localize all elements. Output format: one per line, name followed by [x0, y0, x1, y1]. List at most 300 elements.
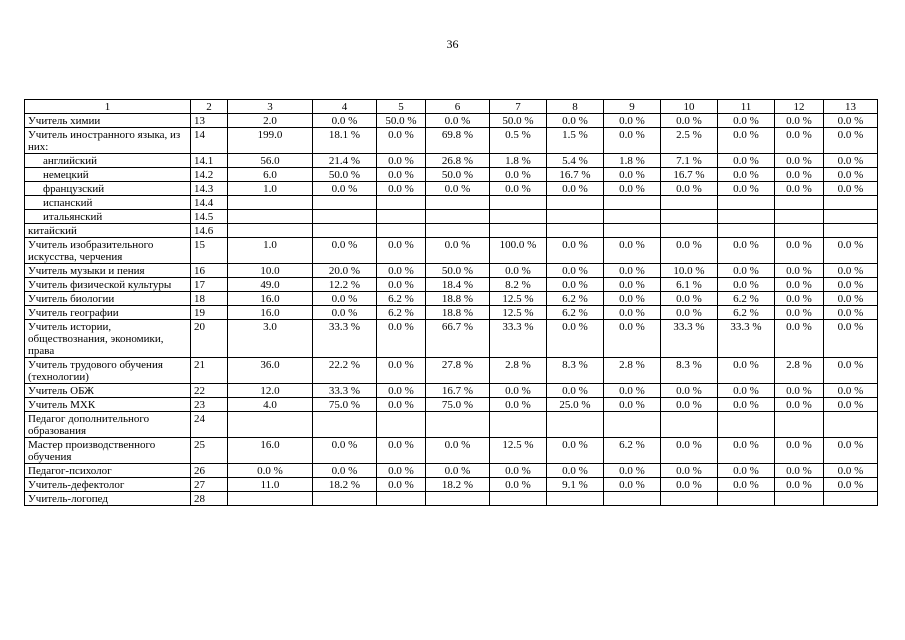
table-cell: 0.0 % [661, 478, 718, 492]
table-cell: 0.0 % [718, 278, 775, 292]
table-cell: 0.0 % [824, 464, 878, 478]
table-cell [824, 412, 878, 438]
table-cell [661, 210, 718, 224]
table-cell [775, 224, 824, 238]
table-row [25, 438, 878, 464]
column-header: 11 [718, 100, 775, 114]
table-cell: 50.0 % [313, 168, 377, 182]
table-row [25, 154, 878, 168]
table-cell: 0.0 % [377, 358, 426, 384]
table-cell: 0.0 % [661, 438, 718, 464]
row-code: 18 [191, 292, 228, 306]
table-cell: 1.8 % [604, 154, 661, 168]
table-cell [604, 210, 661, 224]
table-cell [604, 224, 661, 238]
table-cell: 2.0 [228, 114, 313, 128]
table-cell: 0.0 % [377, 238, 426, 264]
table-cell: 6.2 % [377, 292, 426, 306]
table-cell: 0.0 % [604, 264, 661, 278]
table-cell: 0.0 % [775, 464, 824, 478]
row-code: 23 [191, 398, 228, 412]
row-code: 14.2 [191, 168, 228, 182]
table-cell: 0.0 % [313, 238, 377, 264]
table-cell: 0.0 % [824, 278, 878, 292]
table-cell: 66.7 % [426, 320, 490, 358]
table-cell [228, 224, 313, 238]
table-cell [604, 492, 661, 506]
table-cell: 0.0 % [604, 478, 661, 492]
table-cell: 49.0 [228, 278, 313, 292]
table-cell [313, 412, 377, 438]
table-cell: 0.0 % [824, 114, 878, 128]
table-cell: 10.0 [228, 264, 313, 278]
row-code: 16 [191, 264, 228, 278]
row-label: Учитель географии [25, 306, 191, 320]
table-cell: 0.0 % [313, 182, 377, 196]
table-cell: 16.7 % [661, 168, 718, 182]
table-cell: 0.0 % [547, 384, 604, 398]
table-cell: 25.0 % [547, 398, 604, 412]
table-cell: 0.0 % [377, 182, 426, 196]
table-cell: 50.0 % [426, 168, 490, 182]
table-cell: 0.0 % [718, 478, 775, 492]
table-cell: 0.0 % [718, 264, 775, 278]
table-cell: 6.2 % [377, 306, 426, 320]
table-cell: 18.2 % [313, 478, 377, 492]
table-cell: 0.0 % [661, 306, 718, 320]
table-cell: 18.2 % [426, 478, 490, 492]
table-cell: 0.0 % [490, 168, 547, 182]
table-cell: 0.0 % [775, 384, 824, 398]
column-header: 6 [426, 100, 490, 114]
table-cell: 0.0 % [604, 128, 661, 154]
table-cell [718, 492, 775, 506]
table-cell [228, 412, 313, 438]
table-cell: 16.7 % [547, 168, 604, 182]
table-cell: 0.0 % [718, 182, 775, 196]
table-cell: 16.7 % [426, 384, 490, 398]
column-header: 3 [228, 100, 313, 114]
table-cell: 0.0 % [547, 114, 604, 128]
table-row [25, 196, 878, 210]
table-row [25, 210, 878, 224]
table-cell: 0.0 % [718, 128, 775, 154]
table-cell: 0.0 % [377, 464, 426, 478]
table-cell: 33.3 % [718, 320, 775, 358]
table-cell: 0.0 % [661, 238, 718, 264]
table-cell: 0.0 % [604, 398, 661, 412]
table-cell: 0.0 % [718, 168, 775, 182]
table-cell: 0.0 % [547, 464, 604, 478]
table-cell: 2.8 % [490, 358, 547, 384]
row-label: Учитель-дефектолог [25, 478, 191, 492]
table-cell [718, 224, 775, 238]
table-cell: 0.0 % [228, 464, 313, 478]
table-cell: 0.0 % [718, 154, 775, 168]
table-cell [604, 196, 661, 210]
statistics-table [24, 99, 878, 506]
table-cell: 1.8 % [490, 154, 547, 168]
table-row [25, 412, 878, 438]
table-cell [228, 492, 313, 506]
table-cell: 0.0 % [824, 438, 878, 464]
table-cell: 0.0 % [824, 128, 878, 154]
table-cell [824, 196, 878, 210]
table-cell: 18.8 % [426, 306, 490, 320]
table-cell: 7.1 % [661, 154, 718, 168]
table-cell [661, 224, 718, 238]
table-cell [377, 196, 426, 210]
table-cell: 6.1 % [661, 278, 718, 292]
table-cell: 21.4 % [313, 154, 377, 168]
table-cell: 2.5 % [661, 128, 718, 154]
table-cell: 1.0 [228, 238, 313, 264]
row-code: 22 [191, 384, 228, 398]
table-cell [228, 196, 313, 210]
table-row [25, 292, 878, 306]
table-cell: 8.3 % [661, 358, 718, 384]
table-cell: 11.0 [228, 478, 313, 492]
row-label: Учитель трудового обучения (технологии) [25, 358, 191, 384]
table-cell [661, 492, 718, 506]
table-cell: 0.0 % [377, 154, 426, 168]
table-cell: 2.8 % [775, 358, 824, 384]
table-cell [426, 210, 490, 224]
table-row [25, 238, 878, 264]
row-code: 26 [191, 464, 228, 478]
row-label: испанский [25, 196, 191, 210]
table-cell: 33.3 % [661, 320, 718, 358]
table-cell: 0.0 % [824, 264, 878, 278]
table-cell: 0.0 % [775, 306, 824, 320]
table-cell: 6.2 % [718, 292, 775, 306]
row-code: 28 [191, 492, 228, 506]
table-cell [426, 224, 490, 238]
table-cell: 100.0 % [490, 238, 547, 264]
table-cell [718, 412, 775, 438]
table-cell: 0.0 % [718, 114, 775, 128]
table-cell: 0.0 % [718, 464, 775, 478]
column-header: 5 [377, 100, 426, 114]
table-cell: 0.0 % [490, 464, 547, 478]
table-cell: 0.0 % [661, 398, 718, 412]
table-cell [775, 210, 824, 224]
table-cell: 0.0 % [490, 384, 547, 398]
table-cell [718, 196, 775, 210]
table-cell [824, 492, 878, 506]
table-cell [547, 224, 604, 238]
table-cell: 0.0 % [313, 292, 377, 306]
row-label: Учитель МХК [25, 398, 191, 412]
table-cell: 12.5 % [490, 292, 547, 306]
row-code: 14.5 [191, 210, 228, 224]
row-label: Учитель физической культуры [25, 278, 191, 292]
table-row [25, 278, 878, 292]
table-cell: 0.0 % [377, 438, 426, 464]
table-cell [313, 492, 377, 506]
table-cell: 0.0 % [604, 306, 661, 320]
table-row [25, 358, 878, 384]
row-label: немецкий [25, 168, 191, 182]
table-cell: 0.0 % [377, 320, 426, 358]
table-cell: 12.2 % [313, 278, 377, 292]
table-cell: 12.0 [228, 384, 313, 398]
table-cell: 0.0 % [824, 182, 878, 196]
row-code: 17 [191, 278, 228, 292]
table-cell: 0.0 % [426, 238, 490, 264]
table-cell: 0.0 % [661, 182, 718, 196]
table-cell [377, 210, 426, 224]
table-cell [313, 196, 377, 210]
table-cell: 0.0 % [490, 182, 547, 196]
row-code: 13 [191, 114, 228, 128]
table-cell [490, 492, 547, 506]
column-header: 4 [313, 100, 377, 114]
table-cell: 50.0 % [490, 114, 547, 128]
table-cell: 0.0 % [824, 168, 878, 182]
table-row [25, 264, 878, 278]
table-cell: 33.3 % [490, 320, 547, 358]
table-cell: 0.0 % [547, 438, 604, 464]
table-cell: 0.0 % [377, 278, 426, 292]
table-cell: 0.0 % [718, 384, 775, 398]
table-cell [426, 412, 490, 438]
table-cell: 0.0 % [661, 114, 718, 128]
table-cell: 0.0 % [604, 292, 661, 306]
table-cell: 0.0 % [775, 278, 824, 292]
table-cell: 56.0 [228, 154, 313, 168]
row-code: 25 [191, 438, 228, 464]
table-row [25, 320, 878, 358]
row-label: Учитель ОБЖ [25, 384, 191, 398]
row-code: 14.3 [191, 182, 228, 196]
table-cell [547, 412, 604, 438]
table-cell [228, 210, 313, 224]
table-cell: 0.0 % [426, 114, 490, 128]
table-cell: 6.2 % [604, 438, 661, 464]
table-cell: 0.0 % [718, 398, 775, 412]
table-cell: 0.0 % [426, 438, 490, 464]
table-cell: 0.0 % [775, 438, 824, 464]
table-cell [661, 412, 718, 438]
table-cell: 0.0 % [313, 306, 377, 320]
table-cell: 0.0 % [604, 114, 661, 128]
row-label: Учитель химии [25, 114, 191, 128]
table-cell: 0.0 % [490, 398, 547, 412]
table-cell: 16.0 [228, 306, 313, 320]
table-cell: 0.0 % [775, 264, 824, 278]
table-cell: 69.8 % [426, 128, 490, 154]
table-row [25, 464, 878, 478]
table-cell [775, 412, 824, 438]
table-cell: 22.2 % [313, 358, 377, 384]
table-cell [824, 210, 878, 224]
table-cell: 0.0 % [775, 320, 824, 358]
table-cell: 16.0 [228, 438, 313, 464]
row-label: Учитель истории, обществознания, экономики, права [25, 320, 191, 358]
table-cell [490, 412, 547, 438]
table-cell: 0.0 % [313, 114, 377, 128]
table-cell: 0.0 % [775, 398, 824, 412]
table-cell: 4.0 [228, 398, 313, 412]
table-cell [490, 210, 547, 224]
table-cell: 27.8 % [426, 358, 490, 384]
table-cell: 0.0 % [604, 238, 661, 264]
table-cell: 6.0 [228, 168, 313, 182]
column-header: 12 [775, 100, 824, 114]
table-cell: 0.0 % [824, 320, 878, 358]
table-cell: 0.0 % [604, 320, 661, 358]
table-cell [547, 210, 604, 224]
table-row [25, 168, 878, 182]
table-cell: 0.0 % [604, 278, 661, 292]
table-cell: 36.0 [228, 358, 313, 384]
table-header-row [25, 100, 878, 114]
table-cell: 0.0 % [718, 438, 775, 464]
table-cell [824, 224, 878, 238]
table-cell: 0.0 % [824, 358, 878, 384]
table-cell: 0.0 % [547, 264, 604, 278]
table-cell: 0.0 % [377, 128, 426, 154]
row-code: 15 [191, 238, 228, 264]
column-header: 9 [604, 100, 661, 114]
table-cell [313, 210, 377, 224]
table-cell: 9.1 % [547, 478, 604, 492]
table-cell: 0.0 % [775, 168, 824, 182]
row-code: 19 [191, 306, 228, 320]
table-cell: 33.3 % [313, 320, 377, 358]
table-row [25, 306, 878, 320]
table-cell: 20.0 % [313, 264, 377, 278]
table-cell: 0.0 % [661, 384, 718, 398]
table-cell: 0.0 % [775, 478, 824, 492]
row-code: 14.6 [191, 224, 228, 238]
table-cell [490, 224, 547, 238]
row-label: итальянский [25, 210, 191, 224]
table-cell [547, 492, 604, 506]
table-cell: 0.0 % [775, 238, 824, 264]
table-cell: 0.0 % [718, 358, 775, 384]
table-cell [604, 412, 661, 438]
table-cell: 0.0 % [824, 306, 878, 320]
table-cell: 0.0 % [718, 238, 775, 264]
table-cell: 18.1 % [313, 128, 377, 154]
table-cell: 0.0 % [490, 264, 547, 278]
column-header: 1 [25, 100, 191, 114]
table-cell [313, 224, 377, 238]
table-cell: 0.0 % [547, 238, 604, 264]
table-cell: 0.0 % [547, 320, 604, 358]
row-code: 14.4 [191, 196, 228, 210]
table-row [25, 128, 878, 154]
table-cell: 0.0 % [313, 464, 377, 478]
row-label: Учитель музыки и пения [25, 264, 191, 278]
table-cell: 0.0 % [604, 168, 661, 182]
table-cell [377, 224, 426, 238]
table-cell [775, 196, 824, 210]
table-cell: 3.0 [228, 320, 313, 358]
table-cell: 0.0 % [775, 114, 824, 128]
table-cell: 2.8 % [604, 358, 661, 384]
row-label: Мастер производственного обучения [25, 438, 191, 464]
table-cell: 75.0 % [313, 398, 377, 412]
table-cell: 0.0 % [824, 154, 878, 168]
row-label: Педагог дополнительного образования [25, 412, 191, 438]
table-row [25, 478, 878, 492]
column-header: 2 [191, 100, 228, 114]
table-cell: 0.0 % [604, 182, 661, 196]
column-header: 7 [490, 100, 547, 114]
table-cell: 50.0 % [377, 114, 426, 128]
table-cell: 0.0 % [547, 182, 604, 196]
row-code: 21 [191, 358, 228, 384]
table-cell [490, 196, 547, 210]
row-code: 14.1 [191, 154, 228, 168]
table-cell: 0.0 % [604, 384, 661, 398]
column-header: 13 [824, 100, 878, 114]
table-cell [718, 210, 775, 224]
table-cell: 10.0 % [661, 264, 718, 278]
table-cell: 0.0 % [426, 182, 490, 196]
table-cell: 6.2 % [547, 306, 604, 320]
row-label: английский [25, 154, 191, 168]
row-code: 20 [191, 320, 228, 358]
row-label: Педагог-психолог [25, 464, 191, 478]
table-cell: 0.0 % [824, 398, 878, 412]
table-cell: 50.0 % [426, 264, 490, 278]
table-row [25, 492, 878, 506]
row-label: Учитель иностранного языка, из них: [25, 128, 191, 154]
table-cell: 0.0 % [426, 464, 490, 478]
table-cell: 1.0 [228, 182, 313, 196]
table-cell: 75.0 % [426, 398, 490, 412]
table-cell: 0.5 % [490, 128, 547, 154]
table-cell: 0.0 % [824, 292, 878, 306]
table-row [25, 384, 878, 398]
table-cell: 0.0 % [824, 384, 878, 398]
table-cell: 12.5 % [490, 438, 547, 464]
table-cell: 0.0 % [490, 478, 547, 492]
table-cell: 0.0 % [661, 464, 718, 478]
table-cell [661, 196, 718, 210]
table-cell: 0.0 % [824, 238, 878, 264]
table-cell [775, 492, 824, 506]
row-label: китайский [25, 224, 191, 238]
table-cell: 5.4 % [547, 154, 604, 168]
table-row [25, 114, 878, 128]
table-cell: 0.0 % [604, 464, 661, 478]
row-code: 24 [191, 412, 228, 438]
table-cell: 0.0 % [377, 264, 426, 278]
table-cell: 18.8 % [426, 292, 490, 306]
table-cell: 199.0 [228, 128, 313, 154]
table-cell: 33.3 % [313, 384, 377, 398]
table-cell: 0.0 % [775, 292, 824, 306]
table-cell: 0.0 % [377, 384, 426, 398]
table-cell: 26.8 % [426, 154, 490, 168]
table-cell: 1.5 % [547, 128, 604, 154]
table-cell: 0.0 % [377, 398, 426, 412]
table-cell: 0.0 % [775, 182, 824, 196]
table-cell: 6.2 % [547, 292, 604, 306]
table-cell [377, 412, 426, 438]
table-cell: 18.4 % [426, 278, 490, 292]
table-cell [377, 492, 426, 506]
table-row [25, 398, 878, 412]
table-cell: 12.5 % [490, 306, 547, 320]
table-cell: 0.0 % [377, 168, 426, 182]
table-cell: 0.0 % [775, 128, 824, 154]
